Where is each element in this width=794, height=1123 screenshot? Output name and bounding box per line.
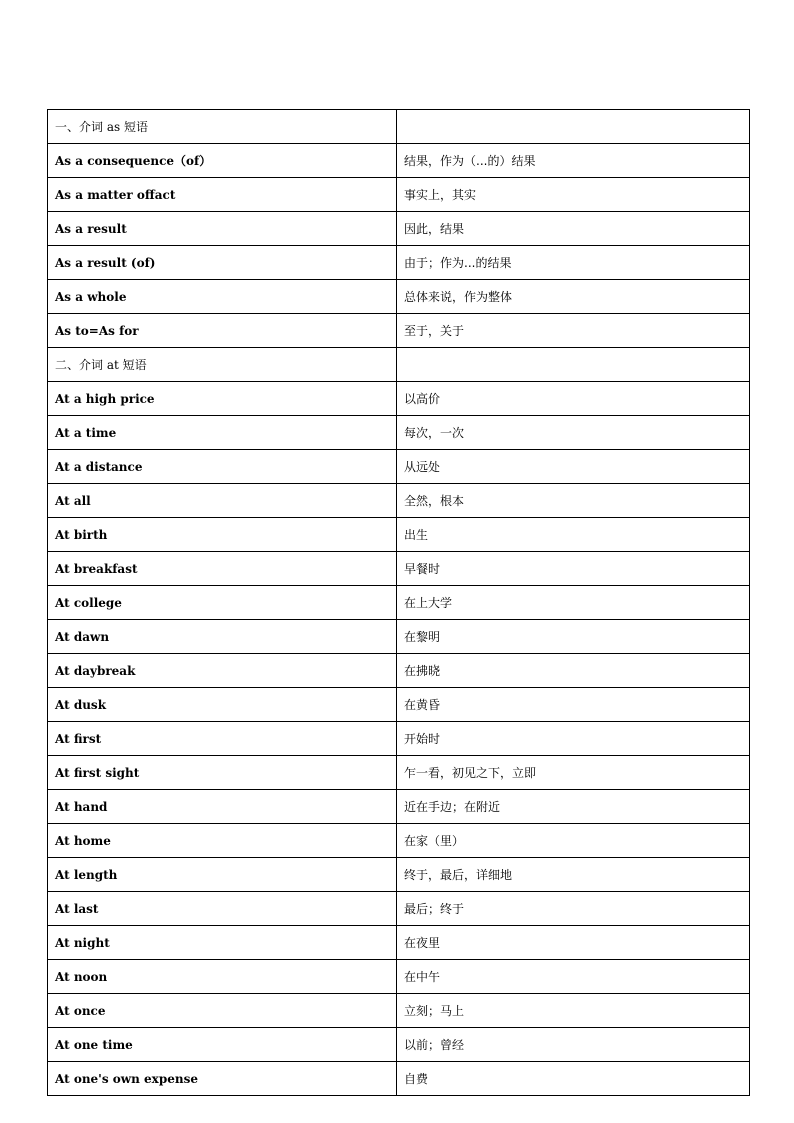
english-phrase: At one's own expense: [48, 1062, 397, 1096]
english-phrase: At a high price: [48, 382, 397, 416]
english-phrase: At dusk: [48, 688, 397, 722]
chinese-meaning: 近在手边；在附近: [397, 790, 750, 824]
chinese-meaning: 在黎明: [397, 620, 750, 654]
table-row: [48, 960, 750, 994]
chinese-meaning: 在黄昏: [397, 688, 750, 722]
chinese-meaning: 终于，最后，详细地: [397, 858, 750, 892]
chinese-meaning: 立刻；马上: [397, 994, 750, 1028]
english-phrase: At a time: [48, 416, 397, 450]
table-row: [48, 620, 750, 654]
chinese-meaning: 最后；终于: [397, 892, 750, 926]
english-phrase: At last: [48, 892, 397, 926]
chinese-meaning: 以前；曾经: [397, 1028, 750, 1062]
table-row: [48, 518, 750, 552]
section-heading: 二、介词 at 短语: [48, 348, 397, 382]
english-phrase: At one time: [48, 1028, 397, 1062]
table-row: [48, 994, 750, 1028]
section-heading-row: [48, 110, 750, 144]
table-row: [48, 178, 750, 212]
chinese-meaning: 在上大学: [397, 586, 750, 620]
english-phrase: At breakfast: [48, 552, 397, 586]
english-phrase: As a result: [48, 212, 397, 246]
chinese-meaning: 早餐时: [397, 552, 750, 586]
english-phrase: At dawn: [48, 620, 397, 654]
english-phrase: At home: [48, 824, 397, 858]
table-row: [48, 212, 750, 246]
chinese-meaning: 每次，一次: [397, 416, 750, 450]
english-phrase: As a consequence（of）: [48, 144, 397, 178]
table-row: [48, 280, 750, 314]
section-heading: 一、介词 as 短语: [48, 110, 397, 144]
table-row: [48, 382, 750, 416]
english-phrase: As to=As for: [48, 314, 397, 348]
english-phrase: At first: [48, 722, 397, 756]
english-phrase: At a distance: [48, 450, 397, 484]
english-phrase: At first sight: [48, 756, 397, 790]
table-row: [48, 824, 750, 858]
table-row: [48, 552, 750, 586]
english-phrase: At hand: [48, 790, 397, 824]
table-row: [48, 450, 750, 484]
chinese-meaning: 在中午: [397, 960, 750, 994]
chinese-meaning: 在拂晓: [397, 654, 750, 688]
chinese-meaning: 以高价: [397, 382, 750, 416]
phrase-table-body: [48, 110, 750, 1096]
english-phrase: At birth: [48, 518, 397, 552]
english-phrase: As a result (of): [48, 246, 397, 280]
section-heading-row: [48, 348, 750, 382]
english-phrase: As a whole: [48, 280, 397, 314]
table-row: [48, 1062, 750, 1096]
chinese-meaning: 出生: [397, 518, 750, 552]
english-phrase: At length: [48, 858, 397, 892]
table-row: [48, 722, 750, 756]
english-phrase: At daybreak: [48, 654, 397, 688]
chinese-meaning: 乍一看，初见之下，立即: [397, 756, 750, 790]
table-row: [48, 858, 750, 892]
english-phrase: As a matter offact: [48, 178, 397, 212]
english-phrase: At college: [48, 586, 397, 620]
english-phrase: At all: [48, 484, 397, 518]
chinese-meaning: 在夜里: [397, 926, 750, 960]
english-phrase: At once: [48, 994, 397, 1028]
table-row: [48, 756, 750, 790]
table-row: [48, 790, 750, 824]
chinese-meaning: 事实上，其实: [397, 178, 750, 212]
table-row: [48, 892, 750, 926]
phrase-table: [47, 109, 750, 1096]
chinese-meaning: 因此，结果: [397, 212, 750, 246]
chinese-meaning: 至于，关于: [397, 314, 750, 348]
chinese-meaning: [397, 348, 750, 382]
table-row: [48, 688, 750, 722]
table-row: [48, 484, 750, 518]
chinese-meaning: 在家（里）: [397, 824, 750, 858]
chinese-meaning: 开始时: [397, 722, 750, 756]
chinese-meaning: [397, 110, 750, 144]
table-row: [48, 416, 750, 450]
table-row: [48, 246, 750, 280]
chinese-meaning: 全然，根本: [397, 484, 750, 518]
table-row: [48, 586, 750, 620]
chinese-meaning: 结果，作为（...的）结果: [397, 144, 750, 178]
table-row: [48, 314, 750, 348]
chinese-meaning: 由于；作为...的结果: [397, 246, 750, 280]
english-phrase: At noon: [48, 960, 397, 994]
table-row: [48, 144, 750, 178]
table-row: [48, 1028, 750, 1062]
table-row: [48, 654, 750, 688]
chinese-meaning: 从远处: [397, 450, 750, 484]
chinese-meaning: 总体来说，作为整体: [397, 280, 750, 314]
chinese-meaning: 自费: [397, 1062, 750, 1096]
table-row: [48, 926, 750, 960]
english-phrase: At night: [48, 926, 397, 960]
